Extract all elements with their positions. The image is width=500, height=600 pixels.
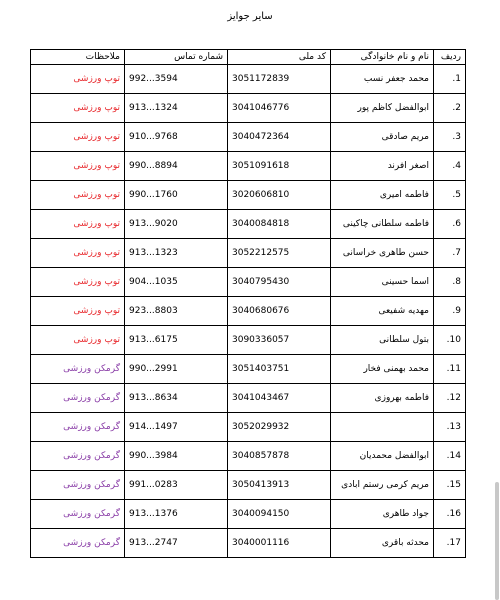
cell-index: .12 bbox=[434, 384, 466, 413]
table-row bbox=[31, 210, 466, 239]
cell-name: محمد جعفر نسب bbox=[331, 65, 434, 94]
cell-national-id: 3040001116 bbox=[228, 529, 331, 558]
cell-index: .4 bbox=[434, 152, 466, 181]
cell-index: .8 bbox=[434, 268, 466, 297]
cell-national-id: 3051403751 bbox=[228, 355, 331, 384]
cell-phone: 913...1324 bbox=[125, 94, 228, 123]
cell-note: گرمکن ورزشی bbox=[31, 355, 125, 384]
cell-note: توپ ورزشی bbox=[31, 181, 125, 210]
cell-national-id: 3020606810 bbox=[228, 181, 331, 210]
cell-name: فاطمه امیری bbox=[331, 181, 434, 210]
cell-index: .9 bbox=[434, 297, 466, 326]
table-row bbox=[31, 268, 466, 297]
cell-phone: 910...9768 bbox=[125, 123, 228, 152]
cell-name: اسما حسینی bbox=[331, 268, 434, 297]
table-row bbox=[31, 471, 466, 500]
cell-national-id: 3040680676 bbox=[228, 297, 331, 326]
cell-index: .17 bbox=[434, 529, 466, 558]
cell-name: ابوالفضل محمدیان bbox=[331, 442, 434, 471]
header-national-id: کد ملی bbox=[228, 50, 331, 65]
cell-index: .10 bbox=[434, 326, 466, 355]
cell-national-id: 3051172839 bbox=[228, 65, 331, 94]
cell-name: بتول سلطانی bbox=[331, 326, 434, 355]
table-body bbox=[31, 65, 466, 558]
cell-phone: 923...8803 bbox=[125, 297, 228, 326]
cell-name: فاطمه بهروزی bbox=[331, 384, 434, 413]
cell-phone: 990...3984 bbox=[125, 442, 228, 471]
cell-phone: 990...8894 bbox=[125, 152, 228, 181]
cell-note: توپ ورزشی bbox=[31, 268, 125, 297]
cell-index: .3 bbox=[434, 123, 466, 152]
cell-note: توپ ورزشی bbox=[31, 297, 125, 326]
cell-note: توپ ورزشی bbox=[31, 94, 125, 123]
cell-name: جواد طاهری bbox=[331, 500, 434, 529]
cell-index: .15 bbox=[434, 471, 466, 500]
cell-phone: 913...9020 bbox=[125, 210, 228, 239]
cell-note: گرمکن ورزشی bbox=[31, 471, 125, 500]
table-row bbox=[31, 384, 466, 413]
cell-national-id: 3041043467 bbox=[228, 384, 331, 413]
cell-name: مریم کرمی رستم ابادی bbox=[331, 471, 434, 500]
cell-national-id: 3040084818 bbox=[228, 210, 331, 239]
cell-national-id: 3041046776 bbox=[228, 94, 331, 123]
cell-name: محدثه باقری bbox=[331, 529, 434, 558]
cell-national-id: 3040472364 bbox=[228, 123, 331, 152]
cell-national-id: 3052212575 bbox=[228, 239, 331, 268]
header-phone: شماره تماس bbox=[125, 50, 228, 65]
table-row bbox=[31, 94, 466, 123]
table-header-row bbox=[31, 50, 466, 65]
cell-index: .13 bbox=[434, 413, 466, 442]
header-notes: ملاحظات bbox=[31, 50, 125, 65]
cell-note: توپ ورزشی bbox=[31, 210, 125, 239]
table-row bbox=[31, 442, 466, 471]
cell-name bbox=[331, 413, 434, 442]
table-row bbox=[31, 355, 466, 384]
table-row bbox=[31, 297, 466, 326]
table-row bbox=[31, 123, 466, 152]
table-row bbox=[31, 152, 466, 181]
cell-phone: 914...1497 bbox=[125, 413, 228, 442]
awards-table bbox=[30, 49, 466, 558]
cell-phone: 913...1323 bbox=[125, 239, 228, 268]
cell-name: حسن طاهری خراسانی bbox=[331, 239, 434, 268]
cell-name: فاطمه سلطانی چاکینی bbox=[331, 210, 434, 239]
table-row bbox=[31, 529, 466, 558]
cell-phone: 913...6175 bbox=[125, 326, 228, 355]
cell-phone: 904...1035 bbox=[125, 268, 228, 297]
cell-note: گرمکن ورزشی bbox=[31, 413, 125, 442]
cell-national-id: 3040795430 bbox=[228, 268, 331, 297]
cell-phone: 913...1376 bbox=[125, 500, 228, 529]
cell-index: .11 bbox=[434, 355, 466, 384]
cell-phone: 991...0283 bbox=[125, 471, 228, 500]
cell-national-id: 3040857878 bbox=[228, 442, 331, 471]
cell-note: گرمکن ورزشی bbox=[31, 500, 125, 529]
cell-phone: 990...1760 bbox=[125, 181, 228, 210]
header-name: نام و نام خانوادگی bbox=[331, 50, 434, 65]
cell-note: توپ ورزشی bbox=[31, 123, 125, 152]
cell-note: گرمکن ورزشی bbox=[31, 384, 125, 413]
cell-note: توپ ورزشی bbox=[31, 152, 125, 181]
table-row bbox=[31, 239, 466, 268]
cell-note: توپ ورزشی bbox=[31, 239, 125, 268]
cell-name: محمد بهمنی فخار bbox=[331, 355, 434, 384]
cell-index: .2 bbox=[434, 94, 466, 123]
cell-national-id: 3040094150 bbox=[228, 500, 331, 529]
cell-note: گرمکن ورزشی bbox=[31, 529, 125, 558]
cell-index: .5 bbox=[434, 181, 466, 210]
cell-national-id: 3050413913 bbox=[228, 471, 331, 500]
table-row bbox=[31, 326, 466, 355]
cell-index: .16 bbox=[434, 500, 466, 529]
cell-phone: 913...2747 bbox=[125, 529, 228, 558]
table-row bbox=[31, 500, 466, 529]
cell-note: توپ ورزشی bbox=[31, 65, 125, 94]
cell-note: گرمکن ورزشی bbox=[31, 442, 125, 471]
header-index: ردیف bbox=[434, 50, 466, 65]
cell-national-id: 3090336057 bbox=[228, 326, 331, 355]
cell-index: .7 bbox=[434, 239, 466, 268]
cell-name: مهدیه شفیعی bbox=[331, 297, 434, 326]
cell-note: توپ ورزشی bbox=[31, 326, 125, 355]
cell-name: مریم صادقی bbox=[331, 123, 434, 152]
cell-phone: 992...3594 bbox=[125, 65, 228, 94]
cell-name: اصغر افرند bbox=[331, 152, 434, 181]
cell-index: .14 bbox=[434, 442, 466, 471]
cell-index: .1 bbox=[434, 65, 466, 94]
table-row bbox=[31, 181, 466, 210]
page-title: سایر جوایز bbox=[227, 11, 273, 22]
cell-phone: 990...2991 bbox=[125, 355, 228, 384]
cell-phone: 913...8634 bbox=[125, 384, 228, 413]
table-row bbox=[31, 413, 466, 442]
table-row bbox=[31, 65, 466, 94]
cell-name: ابوالفضل کاظم پور bbox=[331, 94, 434, 123]
cell-national-id: 3052029932 bbox=[228, 413, 331, 442]
cell-index: .6 bbox=[434, 210, 466, 239]
scrollbar[interactable] bbox=[495, 482, 499, 600]
cell-national-id: 3051091618 bbox=[228, 152, 331, 181]
